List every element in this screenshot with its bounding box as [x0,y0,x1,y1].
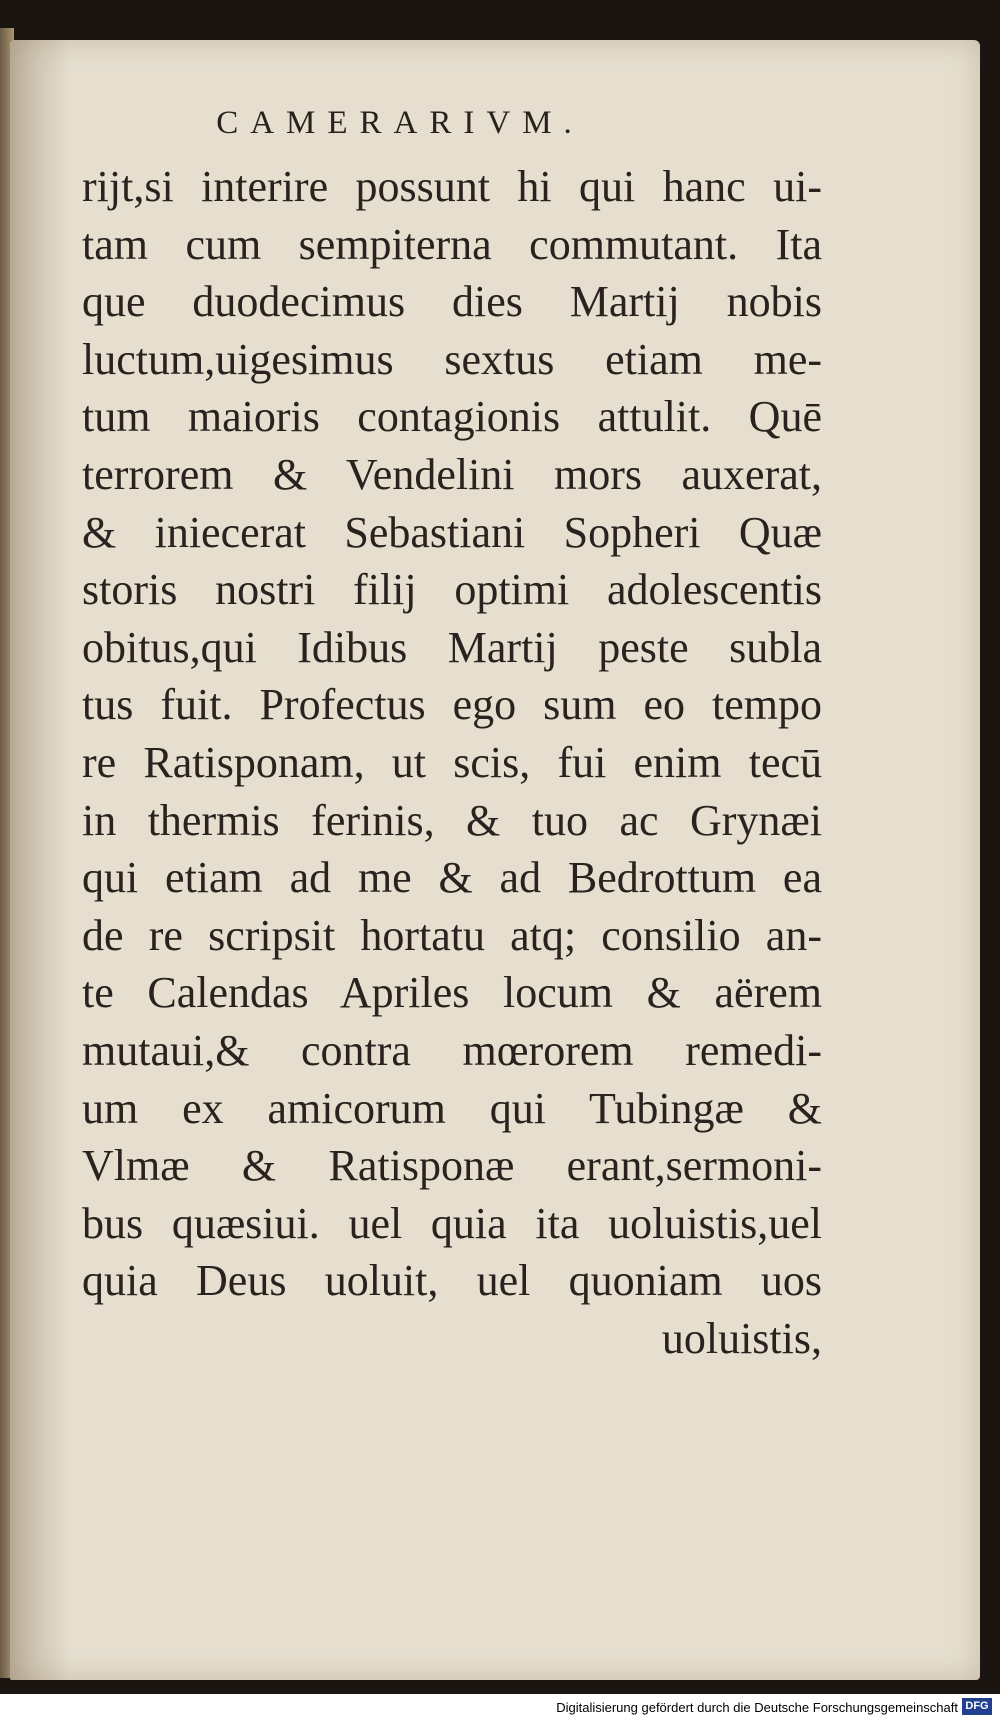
text-line: tum maioris contagionis attulit. Quē [82,392,822,442]
text-line: in thermis ferinis, & tuo ac Grynæi [82,795,822,845]
text-line: qui etiam ad me & ad Bedrottum ea [82,853,822,903]
text-line: tam cum sempiterna commutant. Ita [82,219,822,269]
gutter-shadow [10,40,70,1680]
text-line: re Ratisponam, ut scis, fui enim tecū [82,737,822,787]
text-line: uoluistis, [661,1313,822,1363]
text-line: tus fuit. Profectus ego sum eo tempo [82,680,822,730]
text-line: que duodecimus dies Martij nobis [82,277,822,327]
text-line: bus quæsiui. uel quia ita uoluistis,uel [82,1198,822,1248]
text-line: te Calendas Apriles locum & aërem [82,968,822,1018]
footer-credit: Digitalisierung gefördert durch die Deutsche Forschungsgemeinschaft [556,1700,958,1715]
dfg-logo-icon: DFG [962,1698,992,1715]
text-line: terrorem & Vendelini mors auxerat, [82,449,822,499]
text-line: obitus,qui Idibus Martij peste subla [82,622,822,672]
text-line: Vlmæ & Ratisponæ erant,sermoni- [82,1141,822,1191]
text-line: rijt,si interire possunt hi qui hanc ui- [82,162,822,211]
text-line: luctum,uigesimus sextus etiam me- [82,334,822,384]
text-line: de re scripsit hortatu atq; consilio an- [82,910,822,960]
body-text [82,158,822,1367]
book-page [10,40,980,1680]
text-line: quia Deus uoluit, uel quoniam uos [82,1256,822,1306]
text-line: um ex amicorum qui Tubingæ & [82,1083,822,1133]
running-head: CAMERARIVM. [216,105,584,141]
text-line: & iniecerat Sebastiani Sopheri Quæ [82,507,822,557]
text-line: storis nostri filij optimi adolescentis [82,565,822,615]
text-line: mutaui,& contra mœrorem remedi- [82,1025,822,1075]
